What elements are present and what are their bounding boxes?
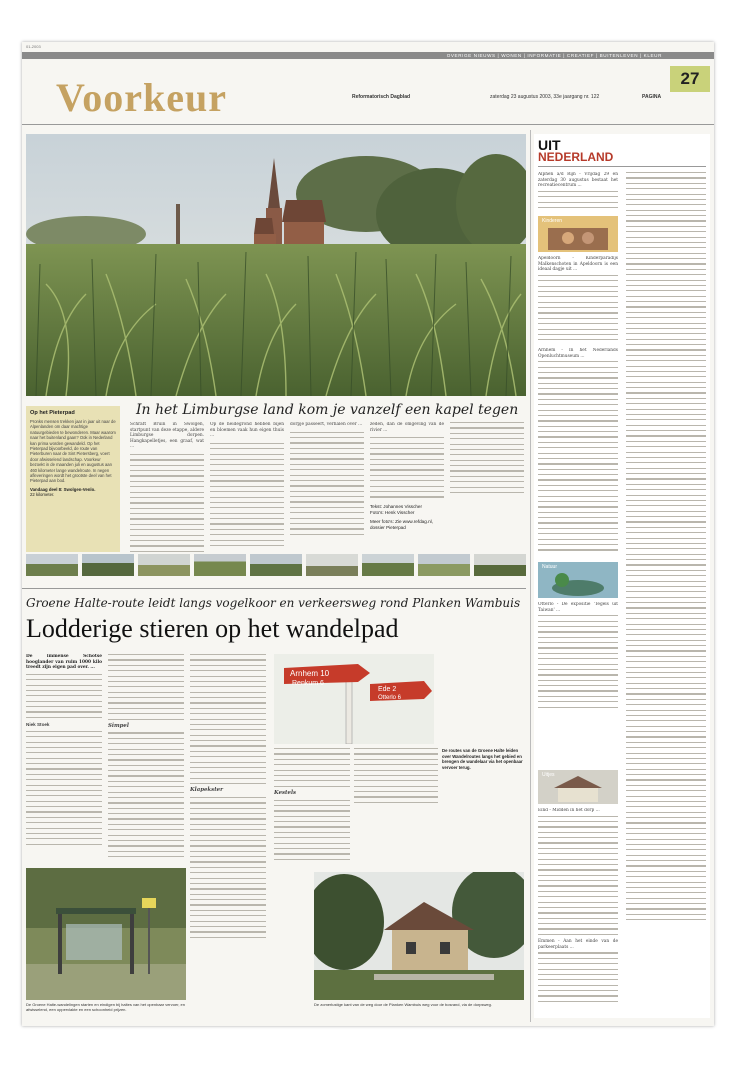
header-rule [22,124,714,125]
feature2-column-4 [274,748,350,868]
signpost-photo [274,654,434,744]
sidebar-entry-arnhem: Arnhem - In het Nederlands Openluchtmuseum ... [538,348,618,560]
bus-stop-illustration [26,868,186,1000]
date-line: zaterdag 23 augustus 2003, 33e jaargang nr. 122 [490,94,600,100]
feature1-credits: Tekst: Johannes Visscher Foto's: Henk Visscher Meer foto's: Zie www.refdag.nl, dossier Pieterpad [370,503,433,530]
signpost-illustration [274,654,434,744]
sign-renkum: Renkum 6 [292,680,324,687]
subhead-simpel: Simpel [108,722,129,729]
paper-name: Reformatorisch Dagblad [352,94,411,100]
thumbnail [362,554,414,576]
bus-stop-caption: De Groene Halte-wandelingen starten en eindigen bij haltes van het openbaar vervoer, en afwisselend, een oppervlakte en een schoonheid prijzen. [26,1002,185,1012]
feature1-column-5 [450,422,524,552]
thumbnail [194,554,246,576]
pieterpad-stage: Vandaag deel 8: Swolgen-Venlo. [30,486,96,492]
cornfield-chapel-illustration [26,134,526,396]
thumbnail-strip [26,554,526,578]
sign-arnhem: Arnhem 10 [290,669,330,678]
sidebar-entry-apeldoorn: Apeldoorn - Kinderparadijs Malkenschoten in Apeldoorn is een ideaal dagje uit ... [538,256,618,346]
feature2-column-3 [190,654,266,944]
subhead-klapekster: Klapekster [190,787,223,794]
page-corner-mark: 01-2003 [26,44,41,49]
thumbnail [250,554,302,576]
pieterpad-text: Pronks mensen trekken jaar in jaar uit naar de Alpenlanden om daar machtige natuurgebieden te bewonderen. Maar waarom naar het buitenland gaan? Ook in Nederland kan prima worden gewandeld. Op het Pieterpad bijvoorbeeld, de route van Pieterburen naar de Sint Pietersberg, voert door afwisselend landschap. Voorkeur bezoekt in de maanden juli en augustus aan 460 kilometer lange wandelroute. In negen afleveringen wordt het grootste deel van het Pieterpad aan bod. [30,419,116,484]
pieterpad-title: Op het Pieterpad [30,410,75,416]
column-divider [530,130,531,1022]
feature2-rule [22,588,526,589]
thumbnail [138,554,190,576]
sidebar-image-kinderen [538,216,618,252]
feature1-column-2: Op de heidegrond hebben bijen en bloemen vaak hun eigen thuis ... [210,422,284,552]
badge-uitjes: Uitjes [542,772,555,778]
sidebar-entry-eind: Eind - Midden in het dorp ... Emmen - Aan het einde van de parkeerplaats ... [538,808,618,1014]
sign-otterlo: Otterlo 6 [378,695,402,701]
page-number: 27 [670,66,710,92]
uitjes-illustration [538,770,618,804]
thumbnail [26,554,78,576]
feature1-column-3: dorpje passeert, verhalen over ... [290,422,364,552]
sidebar-title-uit: UIT [538,137,561,153]
feature2-byline: Niek Stoek [26,722,50,728]
sign-ede: Ede 2 [378,686,397,693]
bus-stop-photo [26,868,186,1000]
header-strip: OVERIGE NIEUWS | WONEN | INFORMATIE | CREATIEF | BUITENLEVEN | KLEUR [22,52,714,59]
farmhouse-illustration [314,872,524,1000]
feature2-intro-column: De immense Schotse hooglander van ruim 1000 kilo treedt zijn eigen pad over. ... Niek Stoek [26,654,102,864]
thumbnail [82,554,134,576]
newspaper-page [22,42,714,1026]
feature2-kicker: Groene Halte-route leidt langs vogelkoor en verkeersweg rond Planken Wambuis [26,596,521,610]
feature2-info-box: De routes van de Groene Halte leiden over Wandelroutes langs het gebied en brengen de wandelaar via het openbaar vervoer terug. [442,748,523,770]
natuur-illustration [538,562,618,598]
sidebar-right-column [626,172,706,1014]
sidebar-entry-otterlo: Otterlo - De expositie 'Tegels uit Taiwan' ... [538,602,618,712]
badge-kinderen: Kinderen [542,218,563,224]
thumbnail [306,554,358,576]
section-title: Voorkeur [56,75,227,120]
feature2-column-2 [108,654,184,864]
pieterpad-info-box [26,406,120,552]
feature1-column-4: zeden, dan de omgeving van de rivier ... Tekst: Johannes Visscher Foto's: Henk Visscher Meer foto's: Zie www.refdag.nl, dossier Pieterpad [370,422,444,530]
sidebar-entry-alphen: Alphen a/d Rijn - Vrijdag 29 en zaterdag 30 augustus bestaat het recreatiecentrum ... [538,172,618,212]
farmhouse-caption: De zomerlustige kant van de weg door de Planken Wambuis weg voor de bosrand, via de dorpsweg. [314,1002,492,1007]
subhead-kestels: Kestels [274,790,297,796]
feature1-headline: In het Limburgse land kom je vanzelf een kapel tegen [136,402,519,418]
sidebar-rule [538,166,706,167]
uit-nederland-sidebar [534,134,710,1018]
feature1-column-1: Schraft Bruin in Swolgen, startpunt van deze etappe, aldere Limburgse dorpen. Hangkapelletjes, een graaf, wat ... [130,422,204,552]
page-label: PAGINA [642,94,662,100]
sidebar-image-uitjes [538,770,618,804]
badge-natuur: Natuur [542,564,558,570]
pieterpad-distance: 22 kilometer. [30,492,55,498]
cornfield-chapel-photo [26,134,526,396]
thumbnail [474,554,526,576]
kinderen-illustration [538,216,618,252]
sidebar-title-nederland: NEDERLAND [538,150,614,164]
sidebar-image-natuur [538,562,618,598]
farmhouse-photo [314,872,524,1000]
feature2-headline: Lodderige stieren op het wandelpad [26,614,399,643]
feature2-column-4a [354,748,438,818]
thumbnail [418,554,470,576]
